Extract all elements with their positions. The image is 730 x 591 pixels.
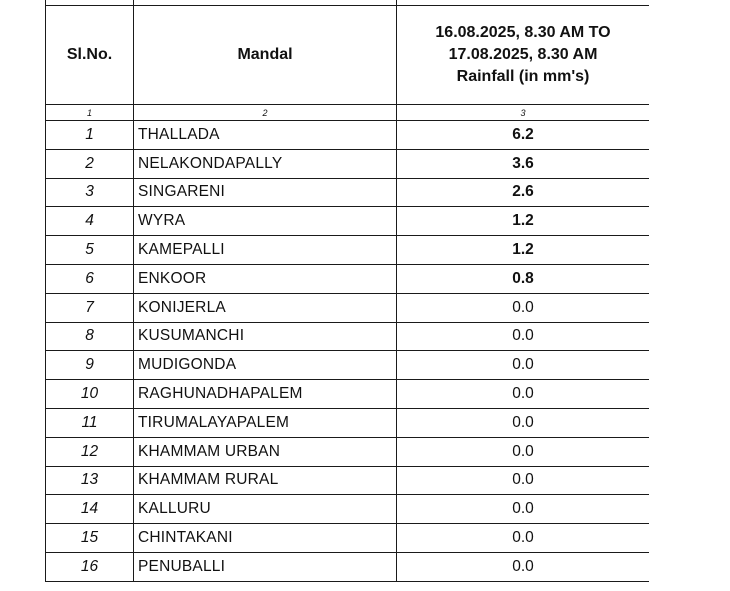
rainfall-cell: 0.0 [397,495,650,524]
rainfall-cell: 1.2 [397,236,650,265]
mandal-cell: WYRA [134,207,397,236]
table-row [46,466,650,495]
column-number: 1 [46,105,134,121]
sl-no-cell: 11 [46,408,134,437]
sl-no-cell: 3 [46,178,134,207]
rainfall-cell: 0.0 [397,408,650,437]
mandal-cell: ENKOOR [134,264,397,293]
header-rainfall-line1: 16.08.2025, 8.30 AM TO [435,24,611,41]
rainfall-cell: 0.0 [397,466,650,495]
sl-no-cell: 15 [46,524,134,553]
rainfall-sheet [45,0,649,591]
table-row [46,264,650,293]
mandal-cell: KHAMMAM RURAL [134,466,397,495]
rainfall-cell: 2.6 [397,178,650,207]
mandal-cell: RAGHUNADHAPALEM [134,380,397,409]
sl-no-cell: 16 [46,552,134,581]
sl-no-cell: 2 [46,149,134,178]
rainfall-table [45,0,649,582]
rainfall-cell: 1.2 [397,207,650,236]
table-row [46,524,650,553]
column-number: 2 [134,105,397,121]
sl-no-cell: 1 [46,121,134,150]
column-number-row [46,105,650,121]
header-rainfall-line2: 17.08.2025, 8.30 AM [448,46,598,63]
mandal-cell: KAMEPALLI [134,236,397,265]
sl-no-cell: 7 [46,293,134,322]
table-row [46,495,650,524]
table-row [46,408,650,437]
rainfall-cell: 0.8 [397,264,650,293]
mandal-cell: TIRUMALAYAPALEM [134,408,397,437]
rainfall-cell: 0.0 [397,524,650,553]
mandal-cell: SINGARENI [134,178,397,207]
header-rainfall-line3: Rainfall (in mm's) [456,68,590,85]
sl-no-cell: 9 [46,351,134,380]
mandal-cell: KONIJERLA [134,293,397,322]
sl-no-cell: 4 [46,207,134,236]
mandal-cell: KUSUMANCHI [134,322,397,351]
header-sl-no: Sl.No. [46,6,134,105]
rainfall-cell: 0.0 [397,322,650,351]
mandal-cell: MUDIGONDA [134,351,397,380]
rainfall-cell: 0.0 [397,552,650,581]
sl-no-cell: 6 [46,264,134,293]
mandal-cell: CHINTAKANI [134,524,397,553]
table-row [46,322,650,351]
sl-no-cell: 10 [46,380,134,409]
sl-no-cell: 5 [46,236,134,265]
table-row [46,552,650,581]
mandal-cell: KALLURU [134,495,397,524]
table-row [46,207,650,236]
table-row [46,293,650,322]
sl-no-cell: 12 [46,437,134,466]
rainfall-cell: 0.0 [397,351,650,380]
table-row [46,351,650,380]
mandal-cell: KHAMMAM URBAN [134,437,397,466]
mandal-cell: PENUBALLI [134,552,397,581]
rainfall-cell: 0.0 [397,293,650,322]
rainfall-cell: 0.0 [397,437,650,466]
header-rainfall [397,6,650,105]
sl-no-cell: 8 [46,322,134,351]
mandal-cell: THALLADA [134,121,397,150]
sl-no-cell: 14 [46,495,134,524]
rainfall-cell: 6.2 [397,121,650,150]
table-row [46,437,650,466]
table-row [46,178,650,207]
table-row [46,380,650,409]
sl-no-cell: 13 [46,466,134,495]
rainfall-cell: 3.6 [397,149,650,178]
header-mandal: Mandal [134,6,397,105]
table-row [46,236,650,265]
column-number: 3 [397,105,650,121]
table-row [46,121,650,150]
table-header-row [46,6,650,105]
table-row [46,149,650,178]
mandal-cell: NELAKONDAPALLY [134,149,397,178]
rainfall-cell: 0.0 [397,380,650,409]
